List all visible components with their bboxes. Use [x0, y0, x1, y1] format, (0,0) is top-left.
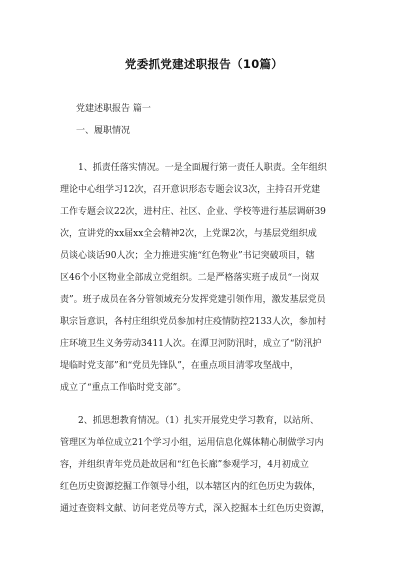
- paragraph-line: 职宗旨意识，各村庄组织党员参加村庄疫情防控2133人次，参加村: [60, 317, 326, 327]
- paragraph-line: 理论中心组学习12次，召开意识形态专题会议3次，主持召开党建: [60, 185, 321, 195]
- paragraph-1: [60, 157, 360, 399]
- paragraph-line: 2、抓思想教育情况。（1）扎实开展党史学习教育，以站所、: [60, 416, 319, 426]
- paragraph-line: 次，宣讲党的xx届xx全会精神2次，上党课2次，与基层党组织成: [60, 229, 317, 239]
- paragraph-line: 容，并组织青年党员赴故居和“红色长廊”参观学习，4月初成立: [60, 460, 309, 470]
- subheading: 一、履职情况: [76, 126, 131, 136]
- document-title: 党委抓党建述职报告（10篇）: [124, 57, 284, 71]
- paragraph-line: 庄环境卫生义务劳动3411人次。在潭卫河防汛时，成立了“防汛护: [60, 339, 322, 349]
- paragraph-line: 区46个小区物业全部成立党组织。二是严格落实班子成员“一岗双: [60, 273, 320, 283]
- section-label: 党建述职报告 篇一: [76, 104, 151, 114]
- paragraph-line: 工作专题会议22次，进村庄、社区、企业、学校等进行基层调研39: [60, 207, 326, 217]
- paragraph-line: 员谈心谈话90人次；全力推进实施“红色物业”书记突破项目，辖: [60, 251, 315, 261]
- paragraph-line: 通过查资料文献、访问老党员等方式，深入挖掘本土红色历史资源，: [60, 504, 331, 514]
- paragraph-line: 成立了“重点工作临时党支部”。: [60, 383, 187, 393]
- paragraph-line: 管理区为单位成立21个学习小组，运用信息化媒体精心制做学习内: [60, 438, 324, 448]
- paragraph-line: 责”。班子成员在各分管领域充分发挥党建引领作用，激发基层党员: [60, 295, 326, 305]
- paragraph-line: 堤临时党支部”和“党员先锋队”，在重点项目清零攻坚战中，: [60, 361, 299, 371]
- paragraph-line: 1、抓责任落实情况。一是全面履行第一责任人职责。全年组织: [60, 163, 327, 173]
- paragraph-line: 红色历史资源挖掘工作领导小组，以本辖区内的红色历史为载体，: [60, 482, 322, 492]
- paragraph-2: [60, 410, 360, 520]
